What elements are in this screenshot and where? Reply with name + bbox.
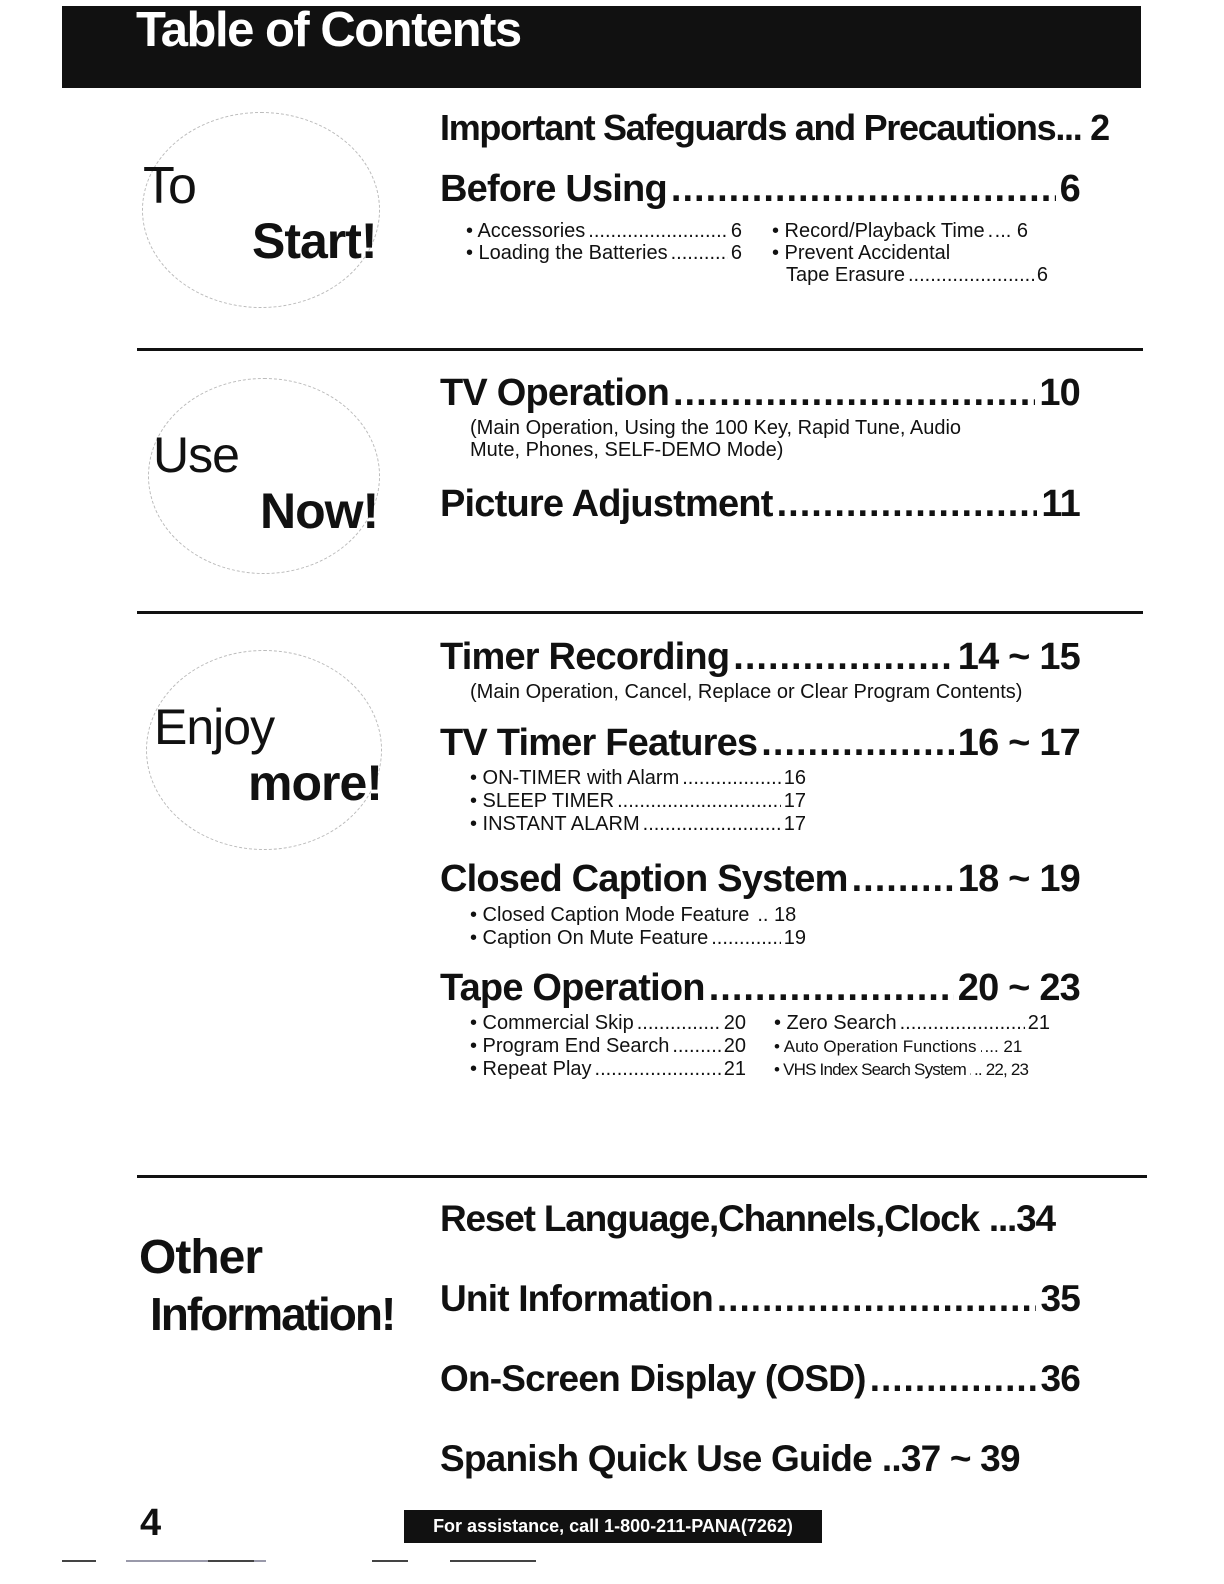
bottom-edge-line — [372, 1560, 408, 1562]
entry-page: 11 — [1041, 483, 1080, 525]
leader-dots — [709, 969, 954, 1007]
leader-dots — [870, 1360, 1037, 1397]
subitem-page: 21 — [1027, 1012, 1050, 1034]
subitem-label: • Record/Playback Time — [772, 220, 985, 242]
entry-title: Picture Adjustment — [440, 483, 773, 525]
subitem-page: 17 — [783, 790, 806, 812]
entry-page: 20 ~ 23 — [957, 967, 1080, 1009]
section-label-now: Now! — [260, 483, 379, 539]
leader-dots — [733, 638, 953, 676]
entry-title: Closed Caption System — [440, 858, 848, 900]
entry-page: 14 ~ 15 — [957, 636, 1080, 678]
leader-dots — [637, 1013, 721, 1033]
toc-entry-timer-recording[interactable] — [440, 638, 1080, 676]
leader-dots — [617, 791, 781, 811]
leader-dots — [711, 928, 781, 948]
section-label-more: more! — [248, 755, 382, 811]
section-label-information: Information! — [150, 1288, 395, 1340]
subitem-label: • Accessories — [466, 220, 586, 242]
subitem-page: 6 — [730, 220, 742, 242]
entry-note: (Main Operation, Cancel, Replace or Clear Program Contents) — [470, 681, 1023, 703]
leader-dots — [671, 243, 728, 263]
entry-title: Tape Operation — [440, 967, 705, 1009]
subitem-label: • Zero Search — [774, 1012, 897, 1034]
subitem-page: 17 — [783, 813, 806, 835]
subitem-label: • SLEEP TIMER — [470, 790, 615, 812]
subitem-page: .. 18 — [757, 904, 797, 926]
section-divider — [137, 348, 1143, 351]
subitem-label: • Caption On Mute Feature — [470, 927, 709, 949]
subitem-tape-erasure[interactable] — [786, 265, 1048, 285]
entry-title: Important Safeguards and Precautions — [440, 107, 1056, 148]
bottom-edge-line — [208, 1560, 254, 1562]
leader-dots — [595, 1059, 721, 1079]
toc-entry-tv-operation[interactable] — [440, 374, 1080, 412]
subitem-page: 16 — [783, 767, 806, 789]
entry-title: TV Timer Features — [440, 722, 758, 764]
subitem-repeat-play[interactable] — [470, 1059, 746, 1079]
toc-entry-on-screen-display[interactable] — [440, 1360, 1080, 1397]
entry-page: 10 — [1039, 372, 1080, 414]
leader-dots — [672, 1036, 720, 1056]
subitem-instant-alarm[interactable] — [470, 814, 806, 834]
entry-title: Timer Recording — [440, 636, 730, 678]
bottom-edge-line — [62, 1560, 96, 1562]
leader-dots — [777, 485, 1038, 523]
entry-page: ..37 ~ 39 — [881, 1438, 1020, 1479]
subitem-page: 6 — [730, 242, 742, 264]
subitem-label: • Prevent Accidental — [772, 242, 951, 264]
subitem-label: • Commercial Skip — [470, 1012, 634, 1034]
subitem-on-timer-alarm[interactable] — [470, 768, 806, 788]
entry-page: 35 — [1040, 1278, 1080, 1319]
toc-entry-tape-operation[interactable] — [440, 969, 1080, 1007]
subitem-vhs-index-search[interactable] — [774, 1061, 1050, 1078]
subitem-label: • VHS Index Search System — [774, 1060, 966, 1079]
leader-dots — [761, 724, 953, 762]
section-label-other: Other — [139, 1231, 263, 1284]
entry-title: On-Screen Display (OSD) — [440, 1358, 866, 1399]
page-title: Table of Contents — [136, 3, 521, 57]
subitem-program-end-search[interactable] — [470, 1036, 746, 1056]
entry-page: 36 — [1040, 1358, 1080, 1399]
subitem-prevent-accidental[interactable] — [772, 243, 1048, 263]
subitem-page: 6 — [1036, 264, 1048, 286]
entry-note: Mute, Phones, SELF-DEMO Mode) — [470, 439, 784, 461]
subitem-page: 21 — [723, 1058, 746, 1080]
subitem-label: • Auto Operation Functions — [774, 1037, 977, 1056]
toc-entry-closed-caption[interactable] — [440, 860, 1080, 898]
entry-title: TV Operation — [440, 372, 669, 414]
subitem-page: ... 6 — [994, 220, 1028, 242]
leader-dots — [908, 265, 1034, 285]
subitem-auto-operation[interactable] — [774, 1038, 1050, 1055]
bottom-edge-line — [450, 1560, 536, 1562]
subitem-page: 19 — [783, 927, 806, 949]
subitem-label: • Repeat Play — [470, 1058, 592, 1080]
subitem-accessories[interactable] — [466, 221, 742, 241]
leader-dots — [671, 170, 1056, 208]
toc-entry-picture-adjustment[interactable] — [440, 485, 1080, 523]
toc-entry-before-using[interactable] — [440, 170, 1080, 208]
assistance-banner: For assistance, call 1-800-211-PANA(7262) — [404, 1510, 822, 1543]
leader-dots — [969, 1061, 971, 1078]
subitem-page: ... 21 — [984, 1037, 1023, 1056]
subitem-page: .. 22, 23 — [973, 1060, 1029, 1079]
leader-dots — [717, 1280, 1037, 1317]
leader-dots — [588, 221, 728, 241]
toc-entry-reset-language[interactable] — [440, 1200, 1080, 1237]
leader-dots — [673, 374, 1035, 412]
section-label-enjoy: Enjoy — [154, 699, 275, 755]
leader-dots — [900, 1013, 1025, 1033]
entry-title: Unit Information — [440, 1278, 713, 1319]
section-divider — [137, 611, 1143, 614]
entry-page: ...34 — [988, 1198, 1055, 1239]
subitem-caption-on-mute[interactable] — [470, 928, 806, 948]
section-divider — [137, 1175, 1147, 1178]
section-label-use: Use — [153, 427, 239, 483]
leader-dots — [752, 905, 754, 925]
entry-page: 6 — [1059, 168, 1080, 210]
entry-title: Reset Language,Channels,Clock — [440, 1198, 979, 1239]
section-label-start: Start! — [252, 213, 377, 269]
leader-dots — [980, 1038, 982, 1055]
subitem-label: • ON-TIMER with Alarm — [470, 767, 680, 789]
subitem-cc-mode-feature[interactable] — [470, 905, 806, 925]
toc-entry-safeguards[interactable] — [440, 107, 1109, 148]
subitem-loading-batteries[interactable] — [466, 243, 742, 263]
subitem-zero-search[interactable] — [774, 1013, 1050, 1033]
subitem-label: • INSTANT ALARM — [470, 813, 640, 835]
toc-entry-spanish-guide[interactable] — [440, 1440, 1080, 1477]
subitem-label: • Loading the Batteries — [466, 242, 668, 264]
page-number: 4 — [140, 1502, 162, 1544]
subitem-page: 20 — [723, 1035, 746, 1057]
subitem-label: • Program End Search — [470, 1035, 670, 1057]
subitem-label: • Closed Caption Mode Feature — [470, 904, 750, 926]
entry-page: 16 ~ 17 — [957, 722, 1080, 764]
subitem-record-playback-time[interactable] — [772, 221, 1048, 241]
entry-title: Spanish Quick Use Guide — [440, 1438, 872, 1479]
leader-dots — [643, 814, 781, 834]
entry-page: 18 ~ 19 — [957, 858, 1080, 900]
entry-page: ... 2 — [1055, 107, 1109, 148]
entry-title: Before Using — [440, 168, 667, 210]
subitem-page: 20 — [723, 1012, 746, 1034]
entry-note: (Main Operation, Using the 100 Key, Rapid Tune, Audio — [470, 417, 962, 439]
subitem-commercial-skip[interactable] — [470, 1013, 746, 1033]
leader-dots — [682, 768, 781, 788]
subitem-sleep-timer[interactable] — [470, 791, 806, 811]
leader-dots — [852, 860, 954, 898]
toc-entry-unit-information[interactable] — [440, 1280, 1080, 1317]
section-label-to: To — [143, 157, 196, 215]
leader-dots — [988, 221, 992, 241]
subitem-label: Tape Erasure — [786, 264, 905, 286]
toc-entry-tv-timer-features[interactable] — [440, 724, 1080, 762]
